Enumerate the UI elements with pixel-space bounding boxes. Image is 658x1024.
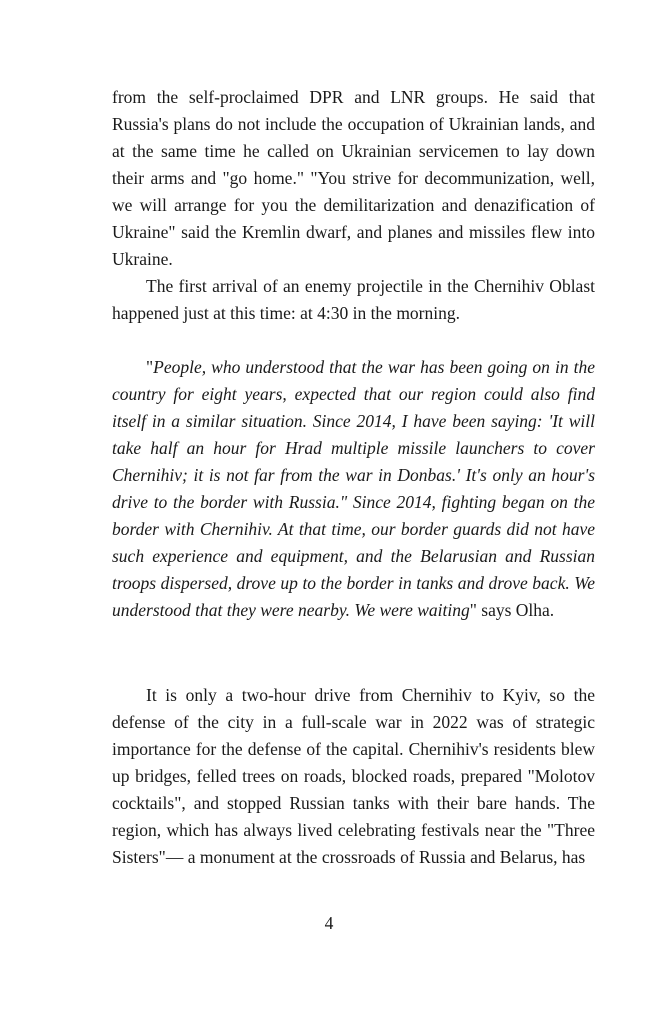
quote-open-mark: " (146, 357, 154, 377)
paragraph-kyiv-defense: It is only a two-hour drive from Chernihiv to Kyiv, so the defense of the city in a full-scale war in 2022 was of strategic importance for the defense of the capital. Chernihiv's residents blew up bridges, felled trees on roads, blocked roads, prepared "Molotov cocktails", and stopped Russian tanks with their bare hands. The region, which has always lived celebrating festivals near the "Three Sisters"— a monument at the crossroads of Russia and Belarus, has (112, 685, 595, 867)
quote-attribution: " says Olha. (469, 600, 555, 620)
text-block-kyiv (112, 682, 595, 871)
paragraph-continuation: from the self-proclaimed DPR and LNR groups. He said that Russia's plans do not include the occupation of Ukrainian lands, and at the same time he called on Ukrainian servicemen to lay down their arms and "go home." "You strive for decommunization, well, we will arrange for you the demilitarization and denazification of Ukraine" said the Kremlin dwarf, and planes and missiles flew into Ukraine. (112, 87, 595, 269)
text-block-quote (112, 354, 595, 624)
paragraph-first-arrival: The first arrival of an enemy projectile in the Chernihiv Oblast happened just at this time: at 4:30 in the morning. (112, 276, 595, 323)
quote-italic-text: People, who understood that the war has been going on in the country for eight years, expected that our region could also find itself in a similar situation. Since 2014, I have been saying: 'It will take half an hour for Hrad multiple missile launchers to cover Chernihiv; it is not far from the war in Donbas.' It's only an hour's drive to the border with Russia." Since 2014, fighting began on the border with Chernihiv. At that time, our border guards did not have such experience and equipment, and the Belarusian and Russian troops dispersed, drove up to the border in tanks and drove back. We understood that they were nearby. We were waiting (112, 357, 595, 620)
page-number: 4 (324, 913, 334, 933)
paragraph-olha-quote (112, 354, 595, 624)
text-block-intro (112, 84, 595, 327)
